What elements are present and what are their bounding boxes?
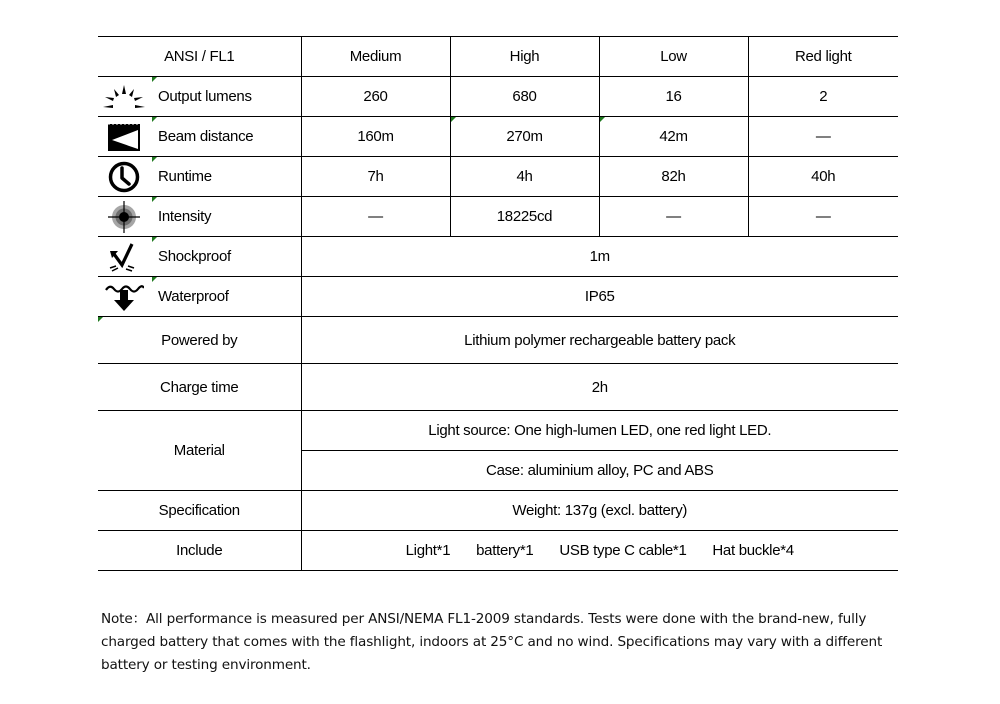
shockproof-icon	[100, 238, 148, 276]
row-label-cell	[98, 237, 301, 277]
header-mode-medium: Medium	[301, 37, 450, 77]
row-label: Material	[98, 411, 301, 491]
value-low	[599, 117, 748, 157]
value-medium: 160m	[301, 117, 450, 157]
comment-marker	[152, 197, 157, 202]
table-row-waterproof	[98, 277, 898, 317]
header-row	[98, 37, 898, 77]
row-label: Waterproof	[158, 288, 229, 305]
value-material-case: Case: aluminium alloy, PC and ABS	[301, 451, 898, 491]
row-label-cell	[98, 197, 301, 237]
value-high: 680	[450, 77, 599, 117]
value-material-light-source: Light source: One high-lumen LED, one red light LED.	[301, 411, 898, 451]
table-row-powered-by	[98, 317, 898, 364]
table-row-runtime	[98, 157, 898, 197]
row-label: Include	[98, 531, 301, 571]
value-medium: 260	[301, 77, 450, 117]
table-row-shockproof	[98, 237, 898, 277]
row-label-cell	[98, 157, 301, 197]
value-specification: Weight: 137g (excl. battery)	[301, 491, 898, 531]
row-label: Charge time	[98, 364, 301, 411]
header-mode-low: Low	[599, 37, 748, 77]
value-waterproof: IP65	[301, 277, 898, 317]
header-mode-red-light: Red light	[748, 37, 898, 77]
include-item: USB type C cable*1	[559, 542, 687, 559]
table-row-include	[98, 531, 898, 571]
include-item: Light*1	[405, 542, 451, 559]
table-row-intensity	[98, 197, 898, 237]
value-medium: 7h	[301, 157, 450, 197]
comment-marker	[152, 277, 157, 282]
table-row-material-light-source	[98, 411, 898, 451]
row-label: Output lumens	[158, 88, 252, 105]
comment-marker	[152, 157, 157, 162]
value-red-light: —	[748, 117, 898, 157]
value-powered-by: Lithium polymer rechargeable battery pack	[301, 317, 898, 364]
value-red-light: 2	[748, 77, 898, 117]
value-high: 4h	[450, 157, 599, 197]
row-label-cell	[98, 77, 301, 117]
waterproof-icon	[100, 278, 148, 316]
row-label: Runtime	[158, 168, 212, 185]
target-icon	[100, 198, 148, 236]
comment-marker	[451, 117, 456, 122]
value-text: 270m	[506, 128, 543, 145]
row-label: Beam distance	[158, 128, 254, 145]
header-label: ANSI / FL1	[98, 37, 301, 77]
sunburst-icon	[100, 78, 148, 116]
row-label-cell	[98, 117, 301, 157]
comment-marker	[600, 117, 605, 122]
include-item: battery*1	[476, 542, 534, 559]
comment-marker	[98, 317, 103, 322]
value-red-light: 40h	[748, 157, 898, 197]
value-low: 16	[599, 77, 748, 117]
value-low: —	[599, 197, 748, 237]
spec-table	[98, 36, 898, 571]
row-label: Powered by	[161, 331, 238, 349]
table-row-charge-time	[98, 364, 898, 411]
row-label: Specification	[98, 491, 301, 531]
value-low: 82h	[599, 157, 748, 197]
value-red-light: —	[748, 197, 898, 237]
comment-marker	[152, 237, 157, 242]
table-row-beam-distance	[98, 117, 898, 157]
value-shockproof: 1m	[301, 237, 898, 277]
value-high	[450, 117, 599, 157]
row-label: Shockproof	[158, 248, 231, 265]
value-include	[301, 531, 898, 571]
table-row-output-lumens	[98, 77, 898, 117]
value-charge-time: 2h	[301, 364, 898, 411]
comment-marker	[152, 77, 157, 82]
value-text: 42m	[659, 128, 688, 145]
value-medium: —	[301, 197, 450, 237]
clock-icon	[100, 158, 148, 196]
row-label-cell	[98, 317, 301, 364]
header-mode-high: High	[450, 37, 599, 77]
beam-distance-icon	[100, 118, 148, 156]
value-high: 18225cd	[450, 197, 599, 237]
comment-marker	[152, 117, 157, 122]
row-label: Intensity	[158, 208, 212, 225]
row-label-cell	[98, 277, 301, 317]
table-row-specification	[98, 491, 898, 531]
include-item: Hat buckle*4	[712, 542, 794, 559]
footnote: Note：All performance is measured per ANSI/NEMA FL1-2009 standards. Tests were done with the brand-new, fully charged battery that comes with the flashlight, indoors at 25°C and no wind. Specifications may vary with a different battery or testing environment.	[101, 611, 883, 673]
